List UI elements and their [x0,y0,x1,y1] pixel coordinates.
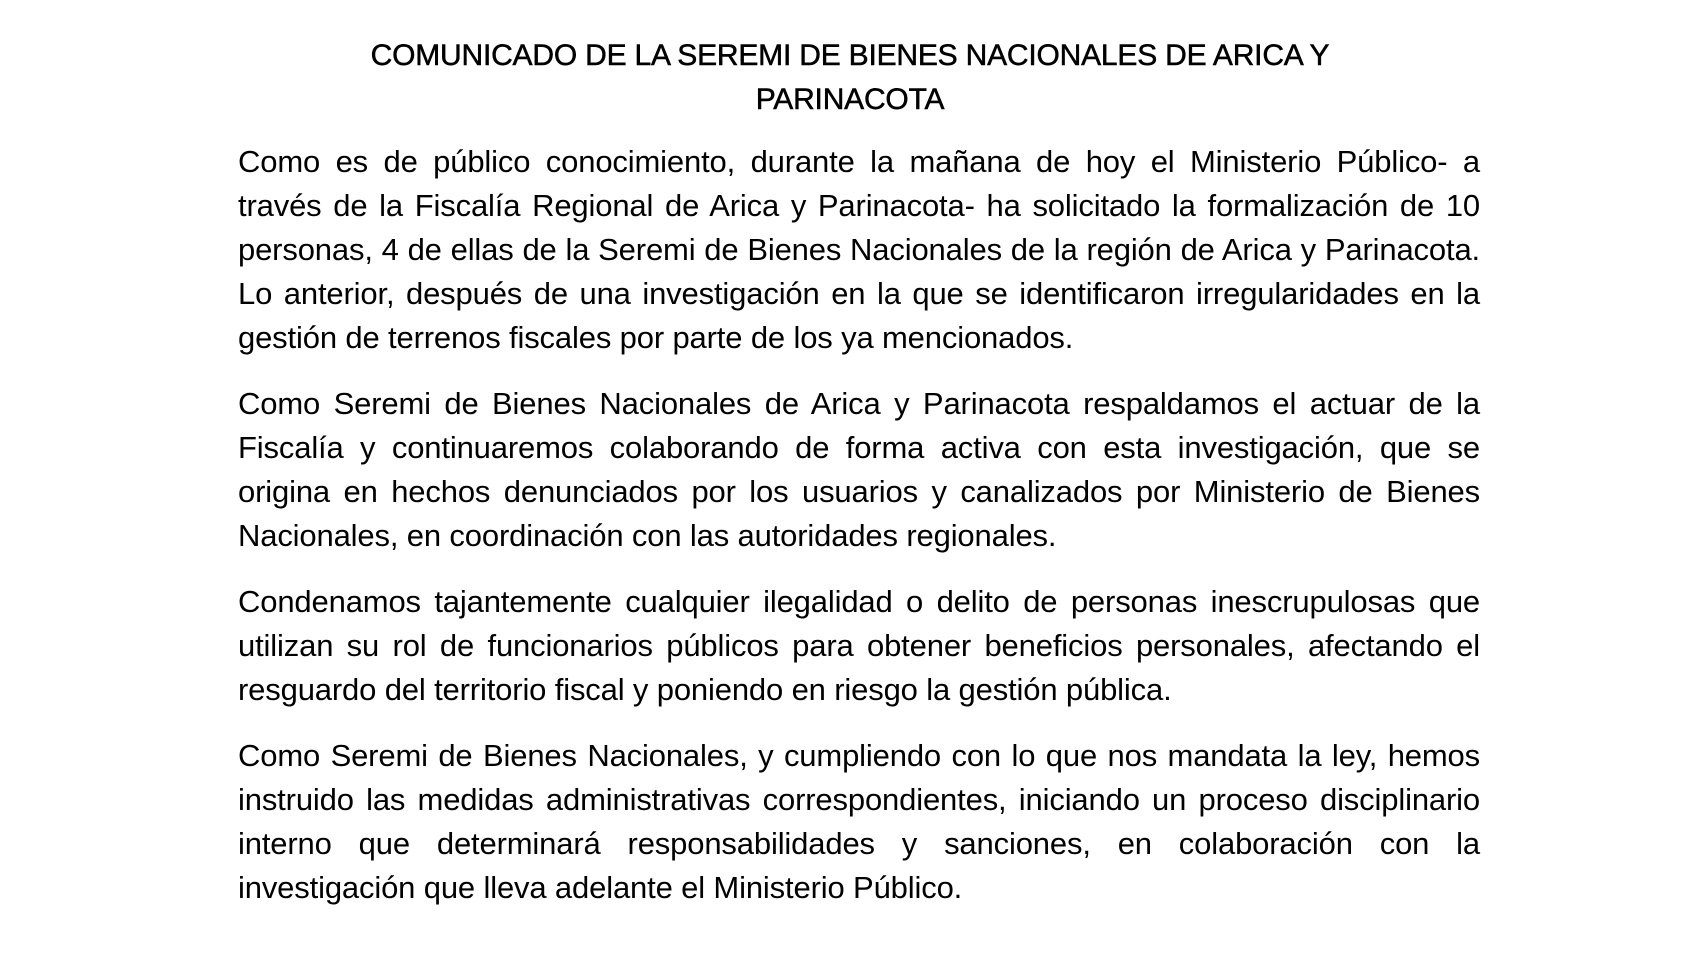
document-title: COMUNICADO DE LA SEREMI DE BIENES NACIONALES DE ARICA Y PARINACOTA [370,39,1330,116]
paragraph-2: Como Seremi de Bienes Nacionales de Arica y Parinacota respaldamos el actuar de la Fiscalía y continuaremos colaborando de forma activa con esta investigación, que se origina en hechos denunciados por los usuarios y canalizados por Ministerio de Bienes Nacionales, en coordinación con las autoridades regionales. [238,386,1480,553]
paragraph-4: Como Seremi de Bienes Nacionales, y cumpliendo con lo que nos mandata la ley, hemos instruido las medidas administrativas correspondientes, iniciando un proceso disciplinario interno que determinará responsabilidades y sanciones, en colaboración con la investigación que lleva adelante el Ministerio Público. [238,738,1480,905]
paragraph-1: Como es de público conocimiento, durante la mañana de hoy el Ministerio Público- a través de la Fiscalía Regional de Arica y Parinacota- ha solicitado la formalización de 10 personas, 4 de ellas de la Seremi de Bienes Nacionales de la región de Arica y Parinacota. Lo anterior, después de una investigación en la que se identificaron irregularidades en la gestión de terrenos fiscales por parte de los ya mencionados. [238,144,1480,355]
paragraph-3: Condenamos tajantemente cualquier ilegalidad o delito de personas inescrupulosas que utilizan su rol de funcionarios públicos para obtener beneficios personales, afectando el resguardo del territorio fiscal y poniendo en riesgo la gestión pública. [238,584,1480,707]
document-body [238,140,1480,932]
